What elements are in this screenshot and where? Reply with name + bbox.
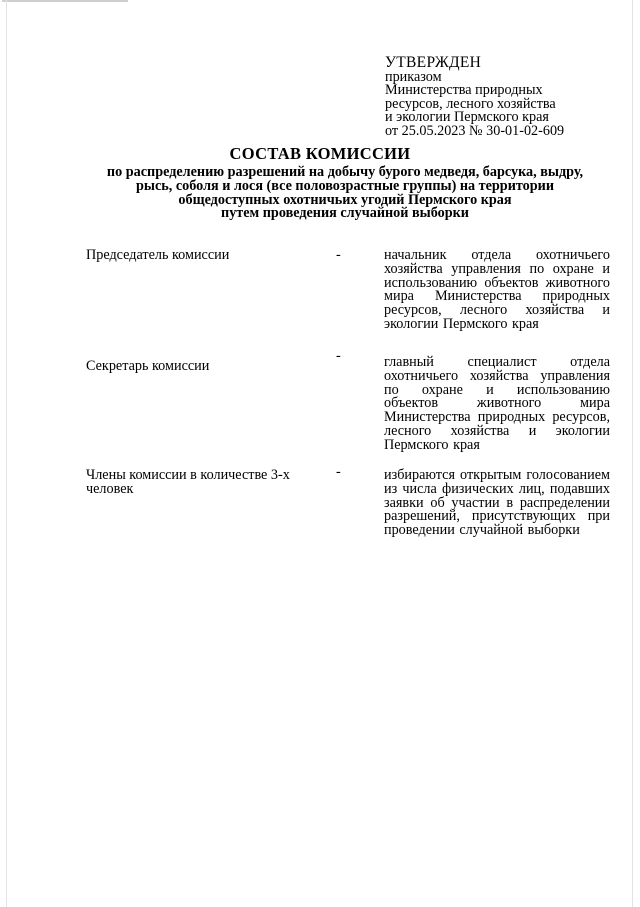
document-title: СОСТАВ КОМИССИИ	[229, 144, 411, 163]
subtitle-line: рысь, соболя и лося (все половозрастные группы) на территории	[136, 177, 554, 194]
approval-line: и экологии Пермского края	[385, 109, 549, 126]
scan-top-rule	[2, 0, 128, 2]
member-dash: -	[336, 348, 341, 364]
member-description: начальник отдела охотничьего хозяйства управления по охране и использованию объектов животного мира Министерства природных ресурсов, лесного хозяйства и экологии Пермского края	[384, 247, 610, 332]
subtitle-line: путем проведения случайной выборки	[221, 205, 469, 222]
member-role: Члены комиссии в количестве 3-х человек	[86, 467, 290, 497]
approval-line: ресурсов, лесного хозяйства	[385, 95, 556, 112]
member-role: Председатель комиссии	[86, 247, 230, 263]
approval-heading: УТВЕРЖДЕН	[385, 54, 482, 71]
subtitle-line: по распределению разрешений на добычу бурого медведя, барсука, выдру,	[106, 164, 584, 180]
approval-block	[385, 54, 625, 138]
scan-left-edge	[6, 0, 7, 907]
member-dash: -	[336, 464, 341, 480]
subtitle-line: общедоступных охотничьих угодий Пермского края	[178, 191, 512, 208]
member-description: главный специалист отдела охотничьего хозяйства управления по охране и использованию объектов животного мира Министерства природных ресурсов, лесного хозяйства и экологии Пермского края	[384, 354, 610, 453]
approval-line: Министерства природных	[385, 82, 543, 99]
member-role: Секретарь комиссии	[86, 358, 210, 374]
member-description: избираются открытым голосованием из числа физических лиц, подавших заявки об участии в распределении разрешений, присутствующих при проведении случайной выборки	[384, 467, 610, 539]
member-dash: -	[336, 247, 341, 263]
approval-line: приказом	[385, 69, 442, 85]
scan-right-edge	[632, 0, 633, 907]
approval-line: от 25.05.2023 № 30-01-02-609	[385, 122, 565, 139]
document-subtitle	[80, 166, 610, 221]
